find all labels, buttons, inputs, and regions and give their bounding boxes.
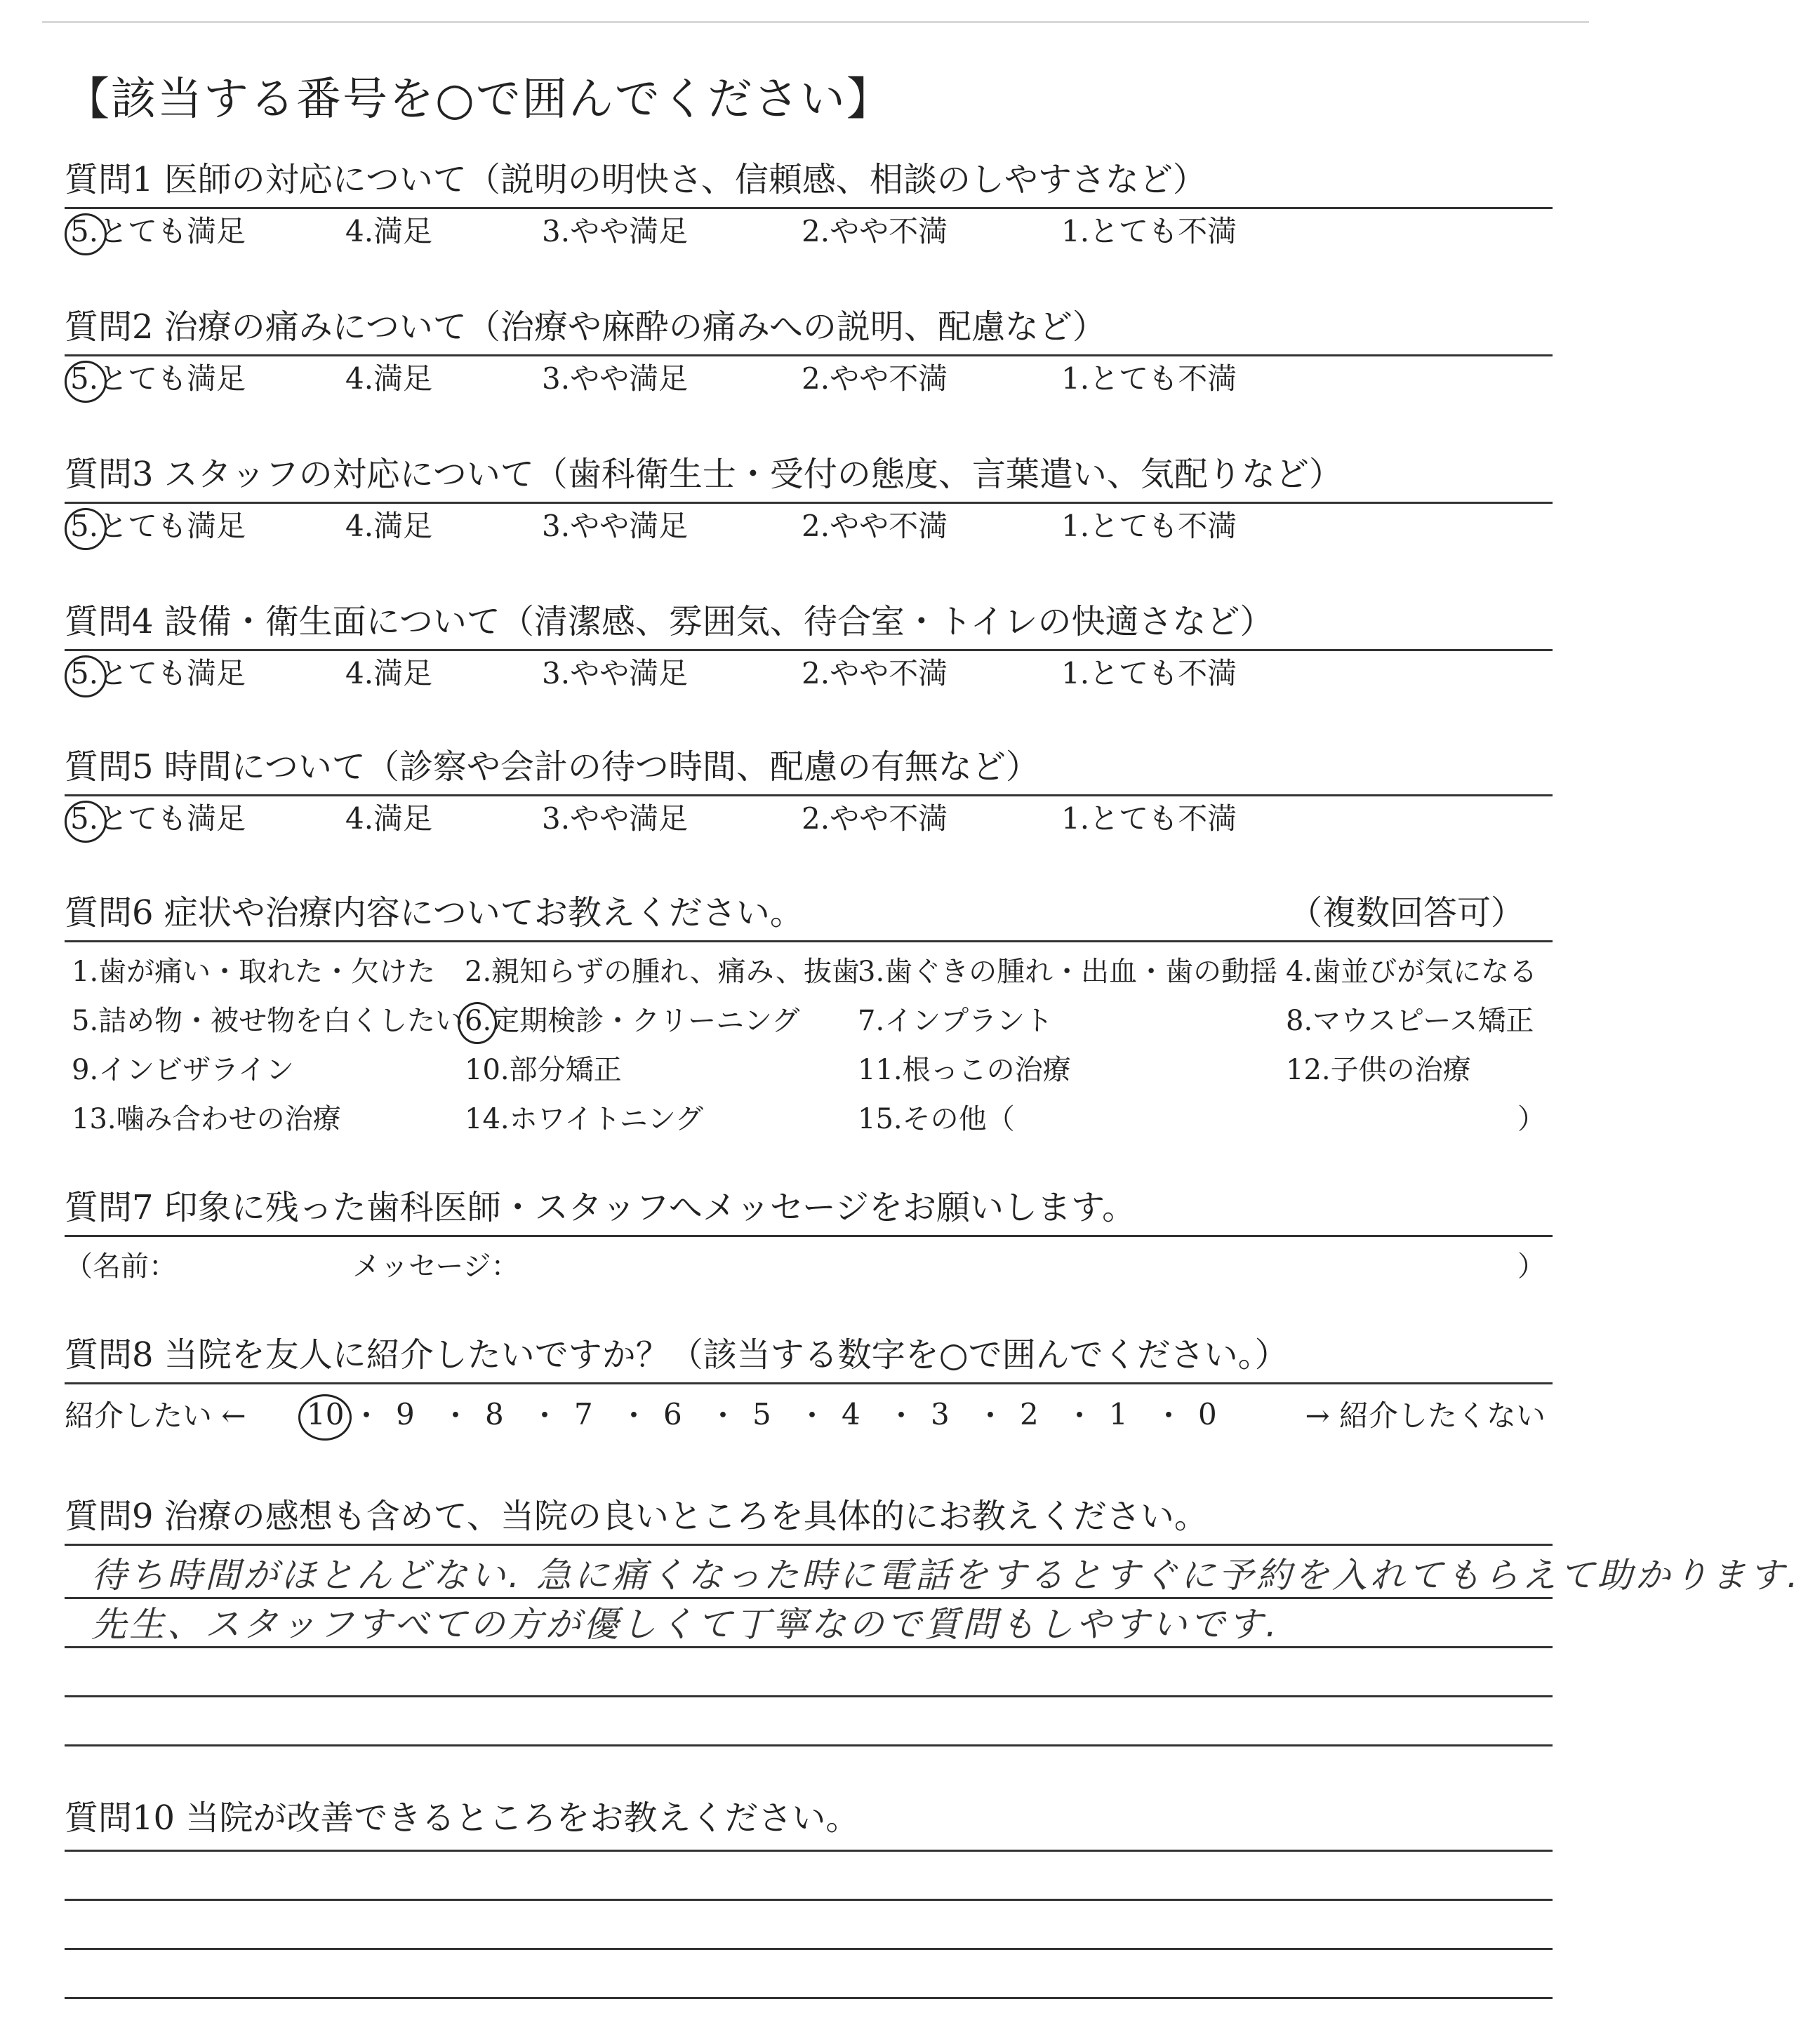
- question-8-title: 質問8 当院を友人に紹介したいですか？（該当する数字を○で囲んでください。）: [65, 1335, 1289, 1375]
- question-1: [65, 158, 1553, 254]
- option-label: とても不満: [1089, 656, 1237, 690]
- symptom-number: 3.: [858, 956, 885, 988]
- symptom-option[interactable]: [858, 949, 1277, 989]
- scale-number: 2: [1020, 1397, 1039, 1431]
- question-4-rule: [65, 649, 1553, 651]
- message-close-paren: ）: [1517, 1250, 1546, 1283]
- symptom-number: 11.: [858, 1054, 903, 1086]
- option-label: 満足: [373, 801, 433, 836]
- symptom-label: 詰め物・被せ物を白くしたい: [98, 1005, 464, 1037]
- symptom-number: 5.: [72, 1005, 99, 1037]
- question-1-rule: [65, 207, 1553, 209]
- symptom-number: 1.: [72, 956, 99, 988]
- question-6-options: [65, 949, 1553, 1153]
- rating-option[interactable]: [1061, 507, 1237, 546]
- rating-option[interactable]: [1061, 212, 1237, 251]
- option-number: 4.: [345, 509, 374, 543]
- symptom-number: 12.: [1286, 1054, 1331, 1086]
- question-6-note: （複数回答可）: [1288, 893, 1524, 933]
- question-9-rule: [65, 1544, 1553, 1546]
- rating-option[interactable]: [70, 507, 246, 546]
- rating-option[interactable]: [1061, 654, 1237, 693]
- name-label: （名前：: [65, 1250, 177, 1283]
- answer-line: [65, 1997, 1553, 1999]
- question-7-rule: [65, 1235, 1553, 1237]
- question-3: [65, 453, 1553, 549]
- symptom-number: 6.: [465, 1005, 492, 1037]
- symptom-label: 噛み合わせの治療: [116, 1103, 341, 1135]
- symptom-label: 子供の治療: [1330, 1054, 1471, 1086]
- scale-number: 5: [752, 1397, 771, 1431]
- scale-number: 1: [1109, 1397, 1128, 1431]
- question-1-title: 質問1 医師の対応について（説明の明快さ、信頼感、相談のしやすさなど）: [65, 160, 1207, 199]
- option-number: 2.: [802, 801, 830, 836]
- option-number: 4.: [345, 801, 374, 836]
- option-label: やや満足: [570, 801, 689, 836]
- rating-option[interactable]: [542, 507, 688, 546]
- option-number: 1.: [1061, 801, 1090, 836]
- page-heading: 【該当する番号を○で囲んでください】: [65, 74, 893, 126]
- symptom-label: 定期検診・クリーニング: [491, 1005, 800, 1037]
- rating-option[interactable]: [345, 654, 432, 693]
- question-6: [65, 891, 1553, 1153]
- scale-number: 4: [842, 1397, 860, 1431]
- question-8: [65, 1333, 1553, 1438]
- option-label: とても不満: [1089, 509, 1237, 543]
- option-label: やや不満: [830, 361, 948, 396]
- scale-separator: ・: [708, 1398, 738, 1433]
- option-label: 満足: [373, 509, 433, 543]
- symptom-option[interactable]: [465, 949, 860, 989]
- answer-line: [65, 1899, 1553, 1901]
- scale-right-label: → 紹介したくない: [1305, 1398, 1546, 1433]
- option-label: 満足: [373, 656, 433, 690]
- question-7: [65, 1186, 1553, 1282]
- scale-number: 10: [307, 1397, 345, 1431]
- rating-option[interactable]: [542, 359, 688, 399]
- symptom-option[interactable]: [72, 949, 435, 989]
- question-8-rule: [65, 1382, 1553, 1384]
- scale-number: 3: [931, 1397, 950, 1431]
- question-5: [65, 745, 1553, 841]
- top-border: [42, 21, 1589, 23]
- symptom-number: 2.: [465, 956, 492, 988]
- symptom-label: 歯並びが気になる: [1312, 956, 1538, 988]
- symptom-number: 7.: [858, 1005, 885, 1037]
- rating-option[interactable]: [802, 507, 948, 546]
- option-label: とても不満: [1089, 801, 1237, 836]
- rating-option[interactable]: [542, 654, 688, 693]
- symptom-label: その他（: [902, 1103, 1015, 1135]
- symptom-option[interactable]: [858, 998, 1053, 1038]
- answer-line: [65, 1646, 1553, 1648]
- option-number: 5.: [70, 799, 98, 839]
- option-number: 2.: [802, 214, 830, 248]
- symptom-label: 親知らずの腫れ、痛み、抜歯: [491, 956, 860, 988]
- symptom-label: インプラント: [884, 1005, 1054, 1037]
- symptom-number: 9.: [72, 1054, 99, 1086]
- question-10: [65, 1796, 1553, 1840]
- other-close-paren: ）: [1517, 1103, 1546, 1135]
- rating-option[interactable]: [542, 799, 688, 839]
- answer-line: [65, 1948, 1553, 1950]
- option-number: 1.: [1061, 361, 1090, 396]
- question-6-rule: [65, 940, 1553, 942]
- symptom-label: 根っこの治療: [902, 1054, 1071, 1086]
- rating-option[interactable]: [802, 799, 948, 839]
- option-number: 3.: [542, 509, 571, 543]
- scale-number: 8: [485, 1397, 504, 1431]
- question-4-title: 質問4 設備・衛生面について（清潔感、雰囲気、待合室・トイレの快適さなど）: [65, 602, 1274, 641]
- answer-line: [65, 1850, 1553, 1852]
- answer-9-line-2: 先生、スタッフすべての方が優しくて丁寧なので質問もしやすいです.: [91, 1604, 1280, 1645]
- scale-separator: ・: [1154, 1398, 1184, 1433]
- scale-separator: ・: [886, 1398, 917, 1433]
- option-number: 2.: [802, 509, 830, 543]
- option-label: とても満足: [98, 801, 246, 836]
- symptom-option[interactable]: [1286, 949, 1537, 989]
- symptom-number: 4.: [1286, 956, 1313, 988]
- question-2-rule: [65, 354, 1553, 356]
- answer-line: [65, 1744, 1553, 1746]
- symptom-option[interactable]: [1286, 998, 1534, 1038]
- question-3-title: 質問3 スタッフの対応について（歯科衛生士・受付の態度、言葉遣い、気配りなど）: [65, 455, 1343, 494]
- option-label: やや満足: [570, 656, 689, 690]
- rating-option[interactable]: [1061, 359, 1237, 399]
- option-label: やや不満: [830, 214, 948, 248]
- option-label: とても不満: [1089, 361, 1237, 396]
- symptom-option[interactable]: [72, 998, 463, 1038]
- rating-option[interactable]: [70, 212, 246, 251]
- option-number: 5.: [70, 654, 98, 693]
- symptom-option[interactable]: [465, 1097, 703, 1137]
- rating-option[interactable]: [345, 359, 432, 399]
- question-9: [65, 1495, 1553, 1546]
- option-label: 満足: [373, 214, 433, 248]
- question-6-title: 質問6 症状や治療内容についてお教えください。: [65, 893, 804, 933]
- question-3-rule: [65, 502, 1553, 504]
- option-label: とても満足: [98, 214, 246, 248]
- option-number: 1.: [1061, 656, 1090, 690]
- symptom-label: 部分矯正: [509, 1054, 622, 1086]
- question-5-title: 質問5 時間について（診察や会計の待つ時間、配慮の有無など）: [65, 747, 1039, 787]
- symptom-option[interactable]: [858, 1048, 1071, 1088]
- symptom-label: マウスピース矯正: [1312, 1005, 1534, 1037]
- scale-separator: ・: [797, 1398, 828, 1433]
- option-number: 2.: [802, 361, 830, 396]
- symptom-option[interactable]: [72, 1048, 294, 1088]
- symptom-number: 13.: [72, 1103, 117, 1135]
- question-2: [65, 305, 1553, 401]
- symptom-label: 歯が痛い・取れた・欠けた: [98, 956, 436, 988]
- symptom-option[interactable]: [858, 1097, 1015, 1137]
- option-number: 4.: [345, 214, 374, 248]
- option-number: 3.: [542, 801, 571, 836]
- scale-number: 6: [663, 1397, 682, 1431]
- rating-option[interactable]: [70, 359, 246, 399]
- symptom-number: 8.: [1286, 1005, 1313, 1037]
- option-number: 1.: [1061, 214, 1090, 248]
- option-label: やや不満: [830, 509, 948, 543]
- option-number: 1.: [1061, 509, 1090, 543]
- symptom-label: インビザライン: [98, 1054, 294, 1086]
- rating-option[interactable]: [70, 654, 246, 693]
- answer-9-line-1: 待ち時間がほとんどない. 急に痛くなった時に電話をするとすぐに予約を入れてもらえて助かります.: [91, 1555, 1801, 1596]
- option-number: 4.: [345, 361, 374, 396]
- scale-number: 0: [1198, 1397, 1217, 1431]
- symptom-number: 10.: [465, 1054, 510, 1086]
- rating-option[interactable]: [1061, 799, 1237, 839]
- option-number: 5.: [70, 359, 98, 399]
- option-number: 2.: [802, 656, 830, 690]
- rating-option[interactable]: [70, 799, 246, 839]
- option-number: 4.: [345, 656, 374, 690]
- scale-separator: ・: [441, 1398, 471, 1433]
- option-label: とても満足: [98, 509, 246, 543]
- message-label: メッセージ：: [352, 1250, 519, 1283]
- scale-separator: ・: [976, 1398, 1006, 1433]
- symptom-option[interactable]: [465, 998, 799, 1038]
- option-label: やや満足: [570, 509, 689, 543]
- rating-option[interactable]: [345, 212, 432, 251]
- symptom-label: ホワイトニング: [509, 1103, 704, 1135]
- symptom-option[interactable]: [1286, 1048, 1471, 1088]
- scale-left-label: 紹介したい ←: [65, 1398, 246, 1433]
- option-label: とても満足: [98, 656, 246, 690]
- rating-option[interactable]: [802, 359, 948, 399]
- option-number: 5.: [70, 507, 98, 546]
- option-label: とても満足: [98, 361, 246, 396]
- scale-number: 7: [574, 1397, 593, 1431]
- scale-separator: ・: [530, 1398, 560, 1433]
- option-label: やや満足: [570, 214, 689, 248]
- option-label: やや不満: [830, 656, 948, 690]
- symptom-number: 14.: [465, 1103, 510, 1135]
- question-2-title: 質問2 治療の痛みについて（治療や麻酔の痛みへの説明、配慮など）: [65, 307, 1106, 347]
- option-label: 満足: [373, 361, 433, 396]
- symptom-label: 歯ぐきの腫れ・出血・歯の動揺: [884, 956, 1278, 988]
- option-label: とても不満: [1089, 214, 1237, 248]
- symptom-option[interactable]: [72, 1097, 341, 1137]
- question-10-title: 質問10 当院が改善できるところをお教えください。: [65, 1798, 860, 1838]
- rating-option[interactable]: [345, 799, 432, 839]
- option-number: 3.: [542, 214, 571, 248]
- option-number: 5.: [70, 212, 98, 251]
- question-9-title: 質問9 治療の感想も含めて、当院の良いところを具体的にお教えください。: [65, 1497, 1208, 1536]
- option-number: 3.: [542, 361, 571, 396]
- symptom-number: 15.: [858, 1103, 903, 1135]
- symptom-option[interactable]: [465, 1048, 622, 1088]
- scale-separator: ・: [1065, 1398, 1095, 1433]
- question-4: [65, 600, 1553, 696]
- scale-number: 9: [396, 1397, 415, 1431]
- recommend-scale: [65, 1389, 1553, 1438]
- option-label: やや不満: [830, 801, 948, 836]
- question-7-title: 質問7 印象に残った歯科医師・スタッフへメッセージをお願いします。: [65, 1188, 1136, 1227]
- scale-separator: ・: [352, 1398, 382, 1433]
- option-number: 3.: [542, 656, 571, 690]
- question-5-rule: [65, 794, 1553, 796]
- option-label: やや満足: [570, 361, 689, 396]
- rating-option[interactable]: [542, 212, 688, 251]
- scale-separator: ・: [619, 1398, 649, 1433]
- rating-option[interactable]: [802, 212, 948, 251]
- rating-option[interactable]: [345, 507, 432, 546]
- answer-line: [65, 1695, 1553, 1697]
- rating-option[interactable]: [802, 654, 948, 693]
